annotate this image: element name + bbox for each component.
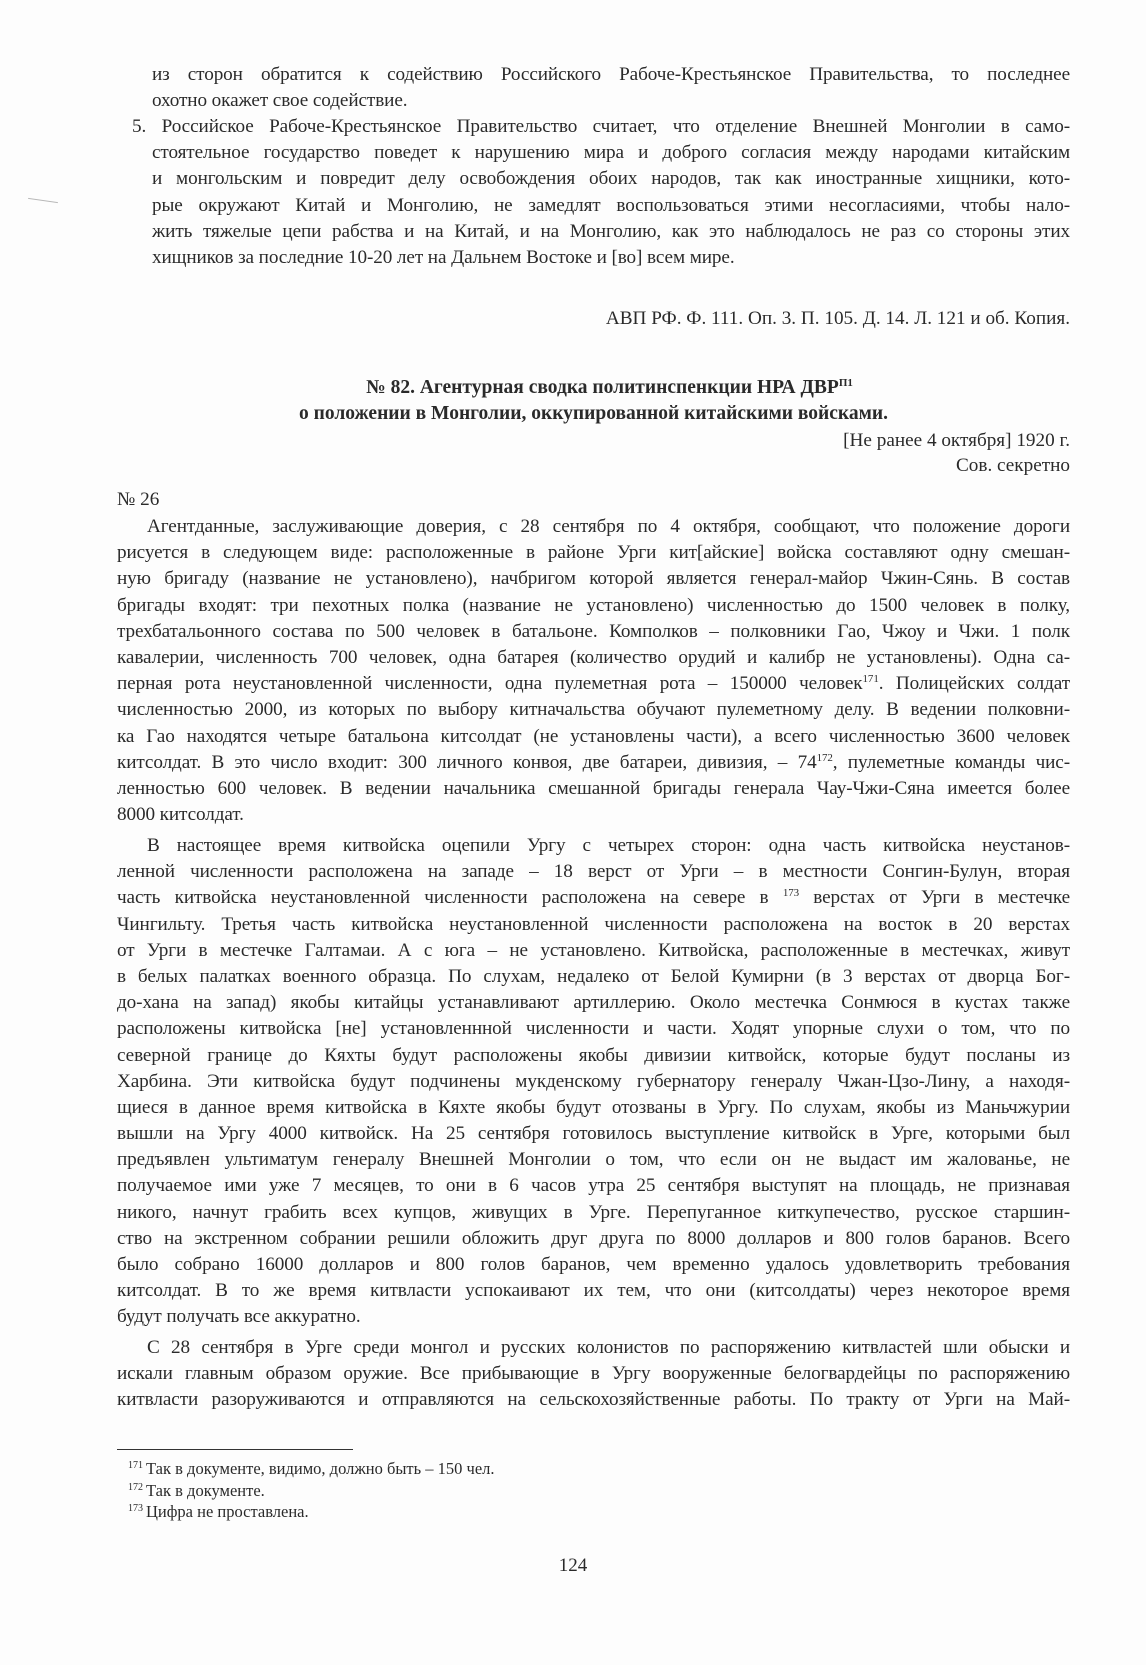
text-line: в белых палатках военного образца. По слухам, недалеко от Белой Кумирни (в 3 верстах от дворца Бог- xyxy=(117,965,1070,987)
text-line: до-хана на запад) якобы китайцы устанавливают артиллерию. Около местечка Сонмюся в кустах также xyxy=(117,992,1070,1014)
text-line: никого, начнут грабить всех купцов, живущих в Урге. Перепуганное киткупечество, русское старшин- xyxy=(117,1201,1070,1223)
text-line: трехбатальонного состава по 500 человек в батальоне. Комполков – полковники Гао, Чжоу и Чжи. 1 полк xyxy=(117,620,1070,642)
paragraph-2 xyxy=(117,833,1070,1331)
text-line: жить тяжелые цепи рабства и на Китай, и на Монголию, как это наблюдалось не раз со стороны этих xyxy=(152,220,1070,242)
text-line: кавалерии, численность 700 человек, одна батарея (количество орудий и калибр не установлены). Одна са- xyxy=(117,646,1070,668)
footnote-172: $^{172}$ Так в документе. xyxy=(128,1480,265,1500)
text-line: ка Гао находятся четыре батальона китсолдат (не установлены части), а всего численностью 3600 человек xyxy=(117,725,1070,747)
footnote-divider xyxy=(117,1449,353,1450)
text-line: получаемое ими уже 7 месяцев, то они в 6 часов утра 25 сентября выступят на площадь, не признавая xyxy=(117,1175,1070,1197)
footnote-173: $^{173}$ Цифра не проставлена. xyxy=(128,1502,309,1521)
text-line-with-footnote: китсолдат. В это число входит: 300 личного конвоя, две батареи, дивизия, – $74^{172}$, пулеметные команды чис- xyxy=(117,751,1070,773)
text-line: 8000 китсолдат. xyxy=(117,804,244,826)
text-line: хищников за последние 10-20 лет на Дальнем Востоке и [во] всем мире. xyxy=(152,246,735,268)
classification-label: Сов. секретно xyxy=(956,455,1070,476)
text-line: расположены китвойска [не] установленнной численности и части. Ходят упорные слухи о том, что по xyxy=(117,1018,1070,1040)
text-line-with-footnote: часть китвойска неустановленной численности расположена на севере в $^{173}$ верстах от Урги в местечке xyxy=(117,887,1071,909)
text-line: Харбина. Эти китвойска будут подчинены мукденскому губернатору генералу Чжан-Цзо-Лину, а находя- xyxy=(117,1070,1070,1092)
text-line: С 28 сентября в Урге среди монгол и русских колонистов по распоряжению китвластей шли обыски и xyxy=(147,1337,1070,1358)
footnotes xyxy=(128,1458,495,1523)
document-date: [Не ранее 4 октября] 1920 г. xyxy=(843,430,1070,451)
text-line: 5. Российское Рабоче-Крестьянское Правительство считает, что отделение Внешней Монголии в само- xyxy=(132,116,1070,137)
text-line: от Урги в местечке Галтамаи. А с юга – не установлено. Китвойска, расположенные в местечках, живут xyxy=(117,939,1070,961)
text-line: будут получать все аккуратно. xyxy=(117,1306,361,1328)
text-line: ство на экстренном собрании решили обложить друг друга по 8000 долларов и 800 голов баранов. Всего xyxy=(117,1227,1070,1249)
text-line: северной границе до Кяхты будут расположены якобы дивизии китвойск, которые будут посланы из xyxy=(117,1044,1070,1066)
text-line: китвласти разоруживаются и отправляются на сельскохозяйственные работы. По тракту от Урги на Май- xyxy=(117,1389,1070,1411)
text-line: и монгольским и повредит делу освобождения обоих народов, так как иностранные хищники, кото- xyxy=(152,168,1070,190)
item-5 xyxy=(117,114,1070,271)
text-line: рые окружают Китай и Монголию, не замедлят воспользоваться этими несогласиями, чтобы нало- xyxy=(152,194,1070,216)
text-line: ленностью 600 человек. В ведении начальника смешанной бригады генерала Чау-Чжи-Сяна имеется более xyxy=(117,777,1070,799)
text-line: ленной численности расположена на западе – 18 верст от Урги – в местности Сонгин-Булун, вторая xyxy=(117,861,1070,883)
document-title xyxy=(117,375,1070,427)
text-line: бригады входят: три пехотных полка (название не установлено) численностью до 1500 человек в полку, xyxy=(117,594,1070,616)
text-line: вышли на Ургу 4000 китвойск. На 25 сентября готовилось выступление китвойск в Урге, которыми был xyxy=(117,1123,1070,1145)
text-line: было собрано 16000 долларов и 800 голов баранов, чем временно удалось удовлетворить требования xyxy=(117,1254,1070,1275)
text-line: Чингильту. Третья часть китвойска неустановленной численности расположена на восток в 20 верстах xyxy=(117,913,1070,935)
text-line: искали главным образом оружие. Все прибывающие в Ургу вооруженные белогвардейцы по распоряжению xyxy=(117,1363,1070,1385)
text-line: ную бригаду (название не установлено), начбригом которой является генерал-майор Чжин-Сянь. В состав xyxy=(117,568,1070,590)
text-line: из сторон обратится к содействию Российского Рабоче-Крестьянское Правительства, то последнее xyxy=(152,64,1070,85)
text-line: охотно окажет свое содействие. xyxy=(152,90,408,112)
text-line: численностью 2000, из которых по выбору китначальства обучают пулеметному делу. В ведении полковни- xyxy=(117,699,1070,721)
footnote-ref-173[interactable]: 173 xyxy=(782,887,800,900)
text-line: предъявлен ультиматум генералу Внешней Монголии о том, что если он не выдаст им жалованье, не xyxy=(117,1149,1070,1171)
document-number: № 26 xyxy=(117,489,160,510)
text-line: стоятельное государство поведет к нарушению мира и доброго согласия между народами китайским xyxy=(152,142,1070,164)
archive-source-reference: АВП РФ. Ф. 111. Оп. 3. П. 105. Д. 14. Л. 121 и об. Копия. xyxy=(605,308,1070,329)
text-line: китсолдат. В то же время китвласти успокаивают их тем, что они (китсолдаты) через некоторое время xyxy=(117,1280,1070,1302)
footnote-171: $^{171}$ Так в документе, видимо, должно быть – 150 чел. xyxy=(128,1459,495,1478)
text-line: рисуется в следующем виде: расположенные в районе Урги кит[айские] войска составляют одну смешан- xyxy=(117,542,1070,564)
top-continuation xyxy=(117,62,1070,114)
paragraph-3 xyxy=(117,1335,1070,1414)
paragraph-1 xyxy=(117,514,1070,828)
footnote-ref-172[interactable]: 172 xyxy=(816,751,833,764)
title-footnote-marker: П1 xyxy=(838,377,853,389)
title-line-2: о положении в Монголии, оккупированной китайскими войсками. xyxy=(298,403,889,424)
text-line: Агентданные, заслуживающие доверия, с 28 сентября по 4 октября, сообщают, что положение дороги xyxy=(147,516,1070,537)
scan-artifact xyxy=(28,198,58,203)
title-line-1: № 82. Агентурная сводка политинспенкции НРА $ДВР^{П1}$ xyxy=(366,377,853,398)
text-line: В настоящее время китвойска оцепили Ургу с четырех сторон: одна часть китвойска неустанов- xyxy=(147,835,1070,856)
text-line: щиеся в данное время китвойска в Кяхте якобы будут отозваны в Ургу. По слухам, якобы из Маньчжурии xyxy=(117,1096,1070,1118)
page-number: 124 xyxy=(558,1555,588,1576)
text-line-with-footnote: перная рота неустановленной численности, одна пулеметная рота – 150000 человек$^{171}$. Полицейских солдат xyxy=(117,673,1070,695)
footnote-ref-171[interactable]: 171 xyxy=(862,673,879,686)
